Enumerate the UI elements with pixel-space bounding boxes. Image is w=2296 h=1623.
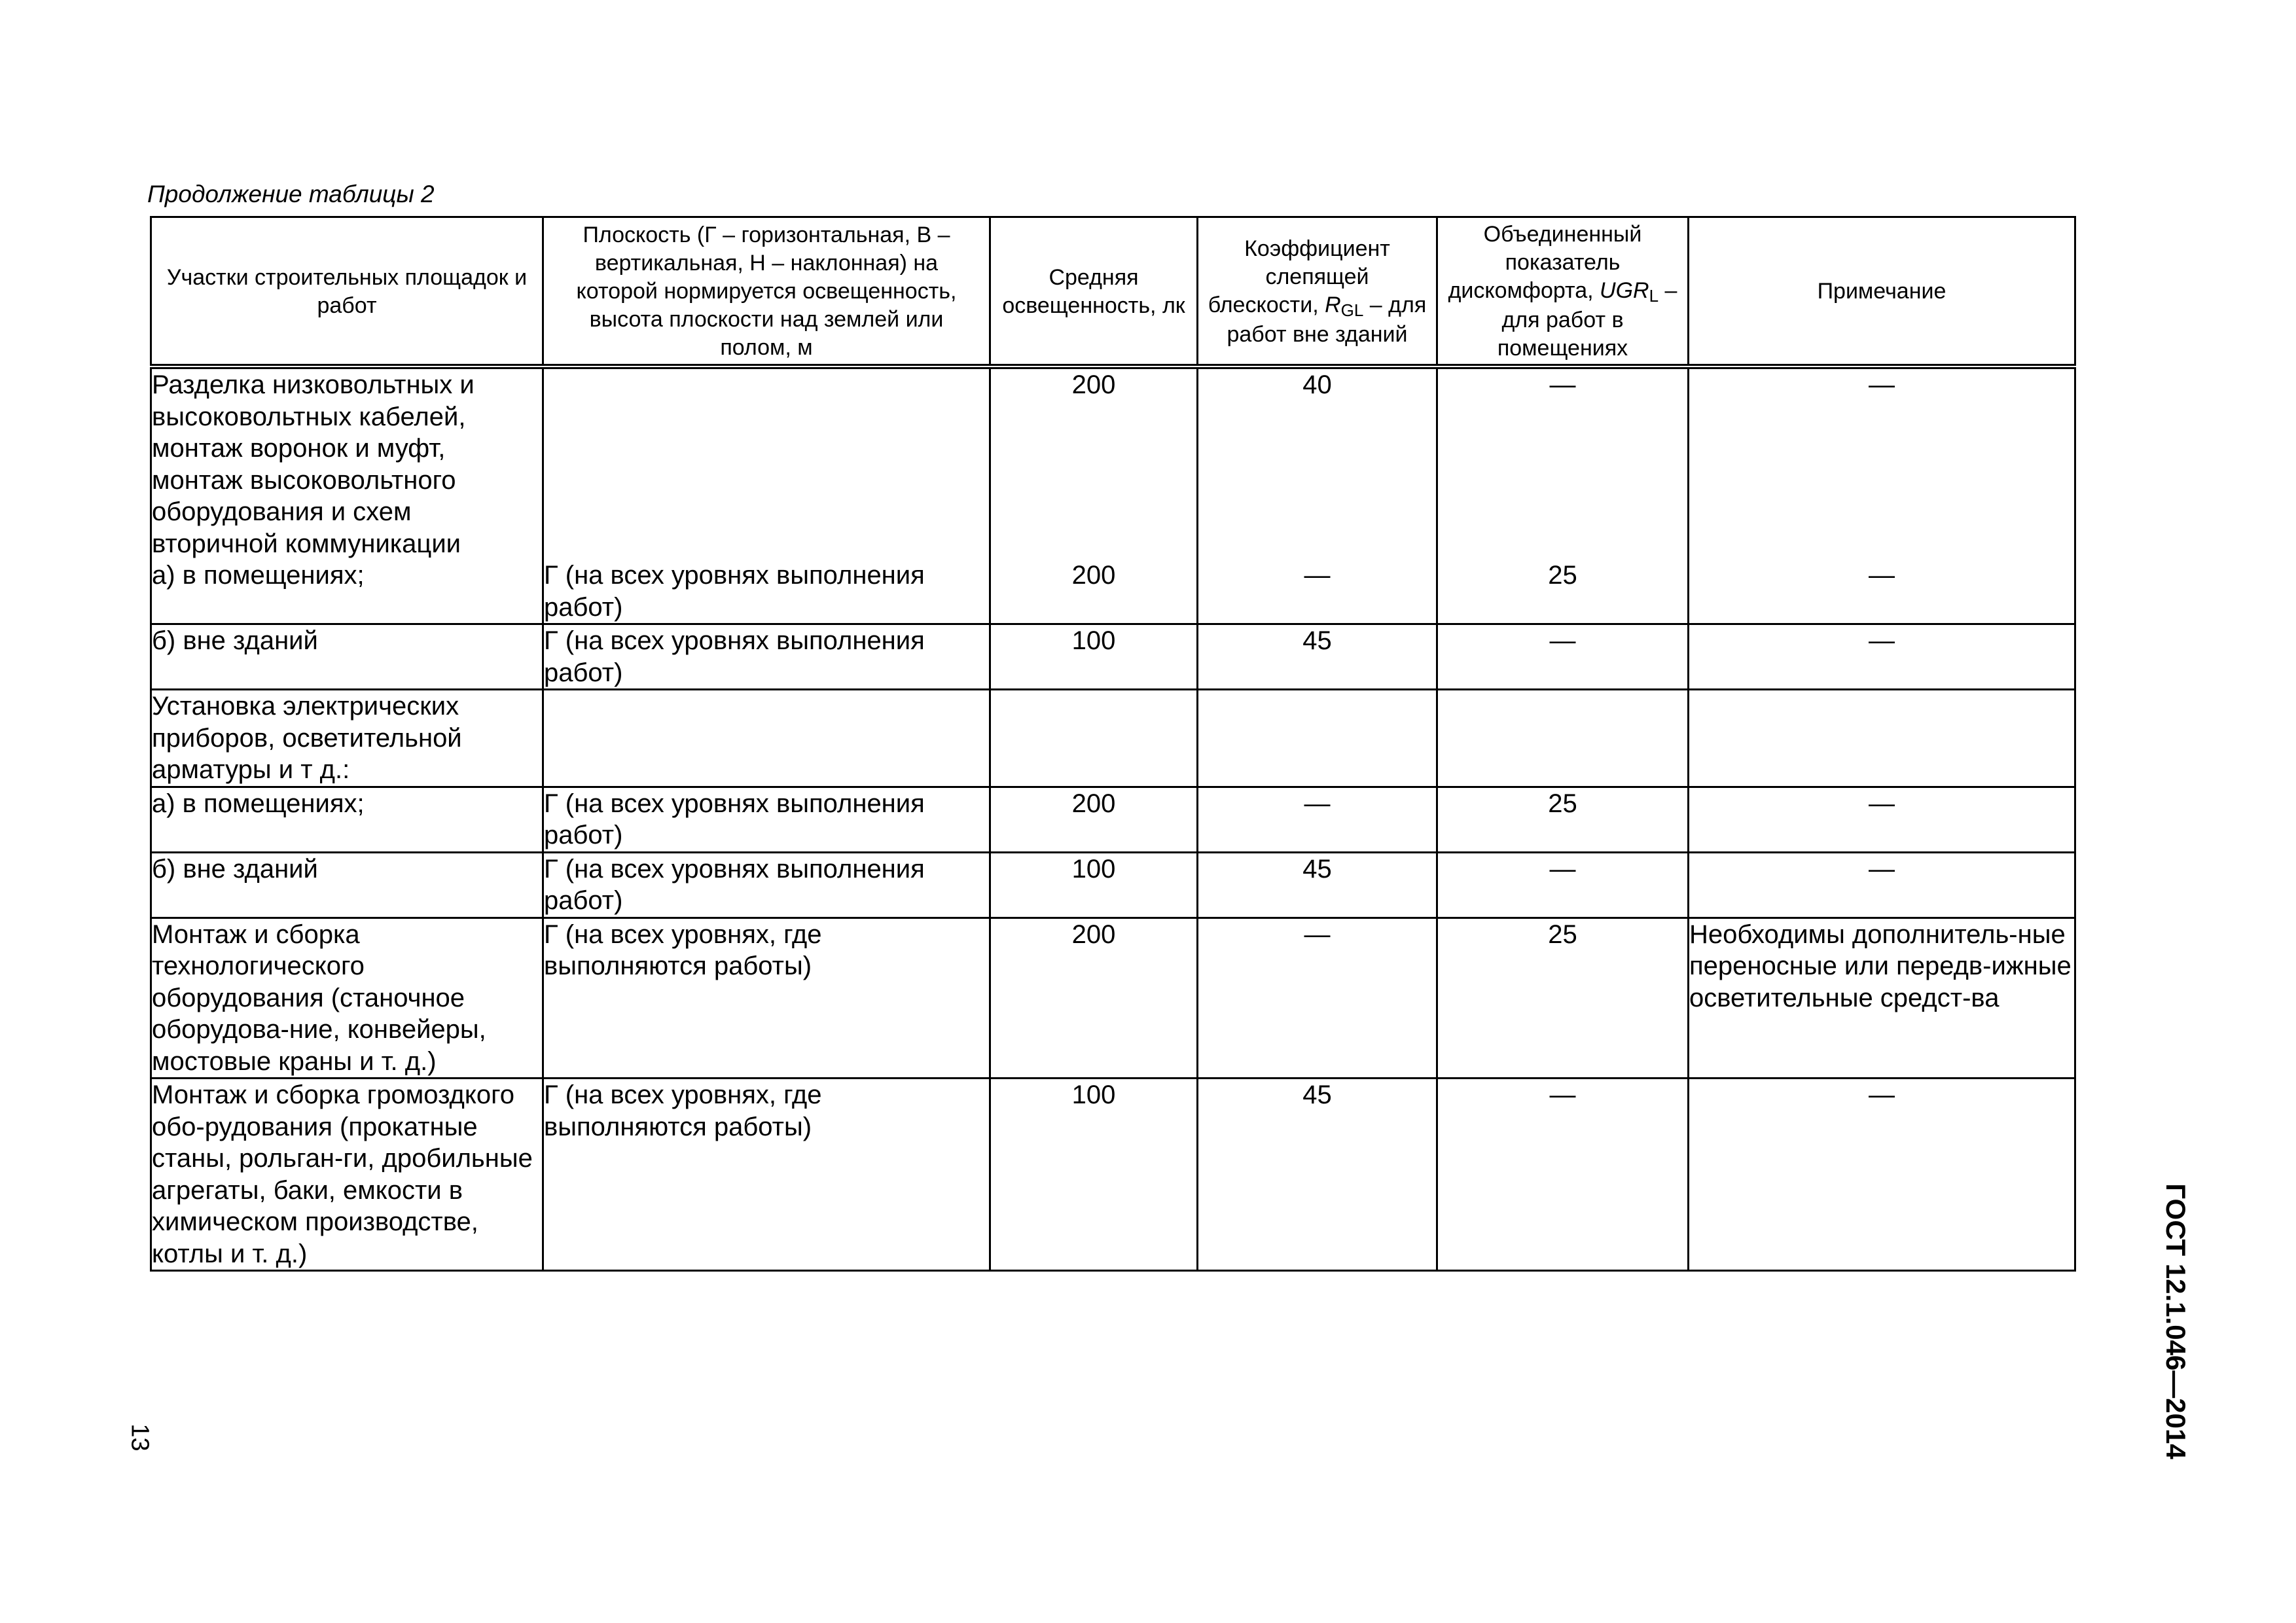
plane-cell: Г (на всех уровнях, где выполняются работы)	[543, 918, 990, 1079]
ugr-cell: 25	[1437, 918, 1689, 1079]
illumination-table	[150, 216, 2076, 1272]
header-average-illuminance: Средняя освещенность, лк	[990, 217, 1198, 367]
site-cell: а) в помещениях;	[151, 787, 543, 852]
lux-cell: 200 200	[990, 366, 1198, 624]
standard-designation: ГОСТ 12.1.046—2014	[2161, 1183, 2191, 1459]
plane-cell: Г (на всех уровнях, где выполняются работы)	[543, 1079, 990, 1271]
table-row	[151, 624, 2075, 690]
note-cell	[1689, 690, 2075, 787]
plane-cell: Г (на всех уровнях выполнения работ)	[543, 366, 990, 624]
note-cell: —	[1689, 787, 2075, 852]
note-cell: —	[1689, 1079, 2075, 1271]
table-row	[151, 852, 2075, 918]
ugr-cell: — 25	[1437, 366, 1689, 624]
table-row	[151, 787, 2075, 852]
rgl-cell: —	[1198, 787, 1437, 852]
rgl-cell	[1198, 690, 1437, 787]
ugr-cell: —	[1437, 852, 1689, 918]
plane-cell	[543, 690, 990, 787]
plane-cell: Г (на всех уровнях выполнения работ)	[543, 787, 990, 852]
header-note: Примечание	[1689, 217, 2075, 367]
rgl-cell: —	[1198, 918, 1437, 1079]
ugr-cell	[1437, 690, 1689, 787]
ugr-cell: —	[1437, 1079, 1689, 1271]
table-row	[151, 918, 2075, 1079]
rgl-cell: 45	[1198, 1079, 1437, 1271]
site-cell: Разделка низковольтных и высоковольтных кабелей, монтаж воронок и муфт, монтаж высоковольтного оборудования и схем вторичной коммуникации а) в помещениях;	[151, 366, 543, 624]
header-glare-coefficient: Коэффициент слепящей блескости, RGL – для работ вне зданий	[1198, 217, 1437, 367]
ugr-cell: —	[1437, 624, 1689, 690]
header-plane: Плоскость (Г – горизонтальная, В – вертикальная, Н – наклонная) на которой нормируется освещенность, высота плоскости над землей или полом, м	[543, 217, 990, 367]
site-cell: Установка электрических приборов, осветительной арматуры и т д.:	[151, 690, 543, 787]
table-row	[151, 690, 2075, 787]
lux-cell: 100	[990, 624, 1198, 690]
lux-cell	[990, 690, 1198, 787]
lux-cell: 100	[990, 852, 1198, 918]
lux-cell: 100	[990, 1079, 1198, 1271]
note-cell: —	[1689, 852, 2075, 918]
ugr-cell: 25	[1437, 787, 1689, 852]
header-sites: Участки строительных площадок и работ	[151, 217, 543, 367]
site-cell: Монтаж и сборка громоздкого обо-рудования (прокатные станы, рольган-ги, дробильные агрегаты, баки, емкости в химическом производстве, котлы и т. д.)	[151, 1079, 543, 1271]
rgl-cell: 45	[1198, 852, 1437, 918]
lux-cell: 200	[990, 787, 1198, 852]
rgl-cell: 40 —	[1198, 366, 1437, 624]
plane-cell: Г (на всех уровнях выполнения работ)	[543, 852, 990, 918]
rgl-cell: 45	[1198, 624, 1437, 690]
note-cell: Необходимы дополнитель-ные переносные или передв-ижные осветительные средст-ва	[1689, 918, 2075, 1079]
site-cell: Монтаж и сборка технологического оборудования (станочное оборудова-ние, конвейеры, мостовые краны и т. д.)	[151, 918, 543, 1079]
table-caption: Продолжение таблицы 2	[147, 181, 435, 207]
table-row	[151, 366, 2075, 624]
table-header-row	[151, 217, 2075, 367]
lux-cell: 200	[990, 918, 1198, 1079]
page-number: 13	[126, 1423, 154, 1452]
table-row	[151, 1079, 2075, 1271]
site-cell: б) вне зданий	[151, 624, 543, 690]
header-discomfort-index: Объединенный показатель дискомфорта, UGRL – для работ в помещениях	[1437, 217, 1689, 367]
note-cell: —	[1689, 624, 2075, 690]
plane-cell: Г (на всех уровнях выполнения работ)	[543, 624, 990, 690]
note-cell: — —	[1689, 366, 2075, 624]
site-cell: б) вне зданий	[151, 852, 543, 918]
